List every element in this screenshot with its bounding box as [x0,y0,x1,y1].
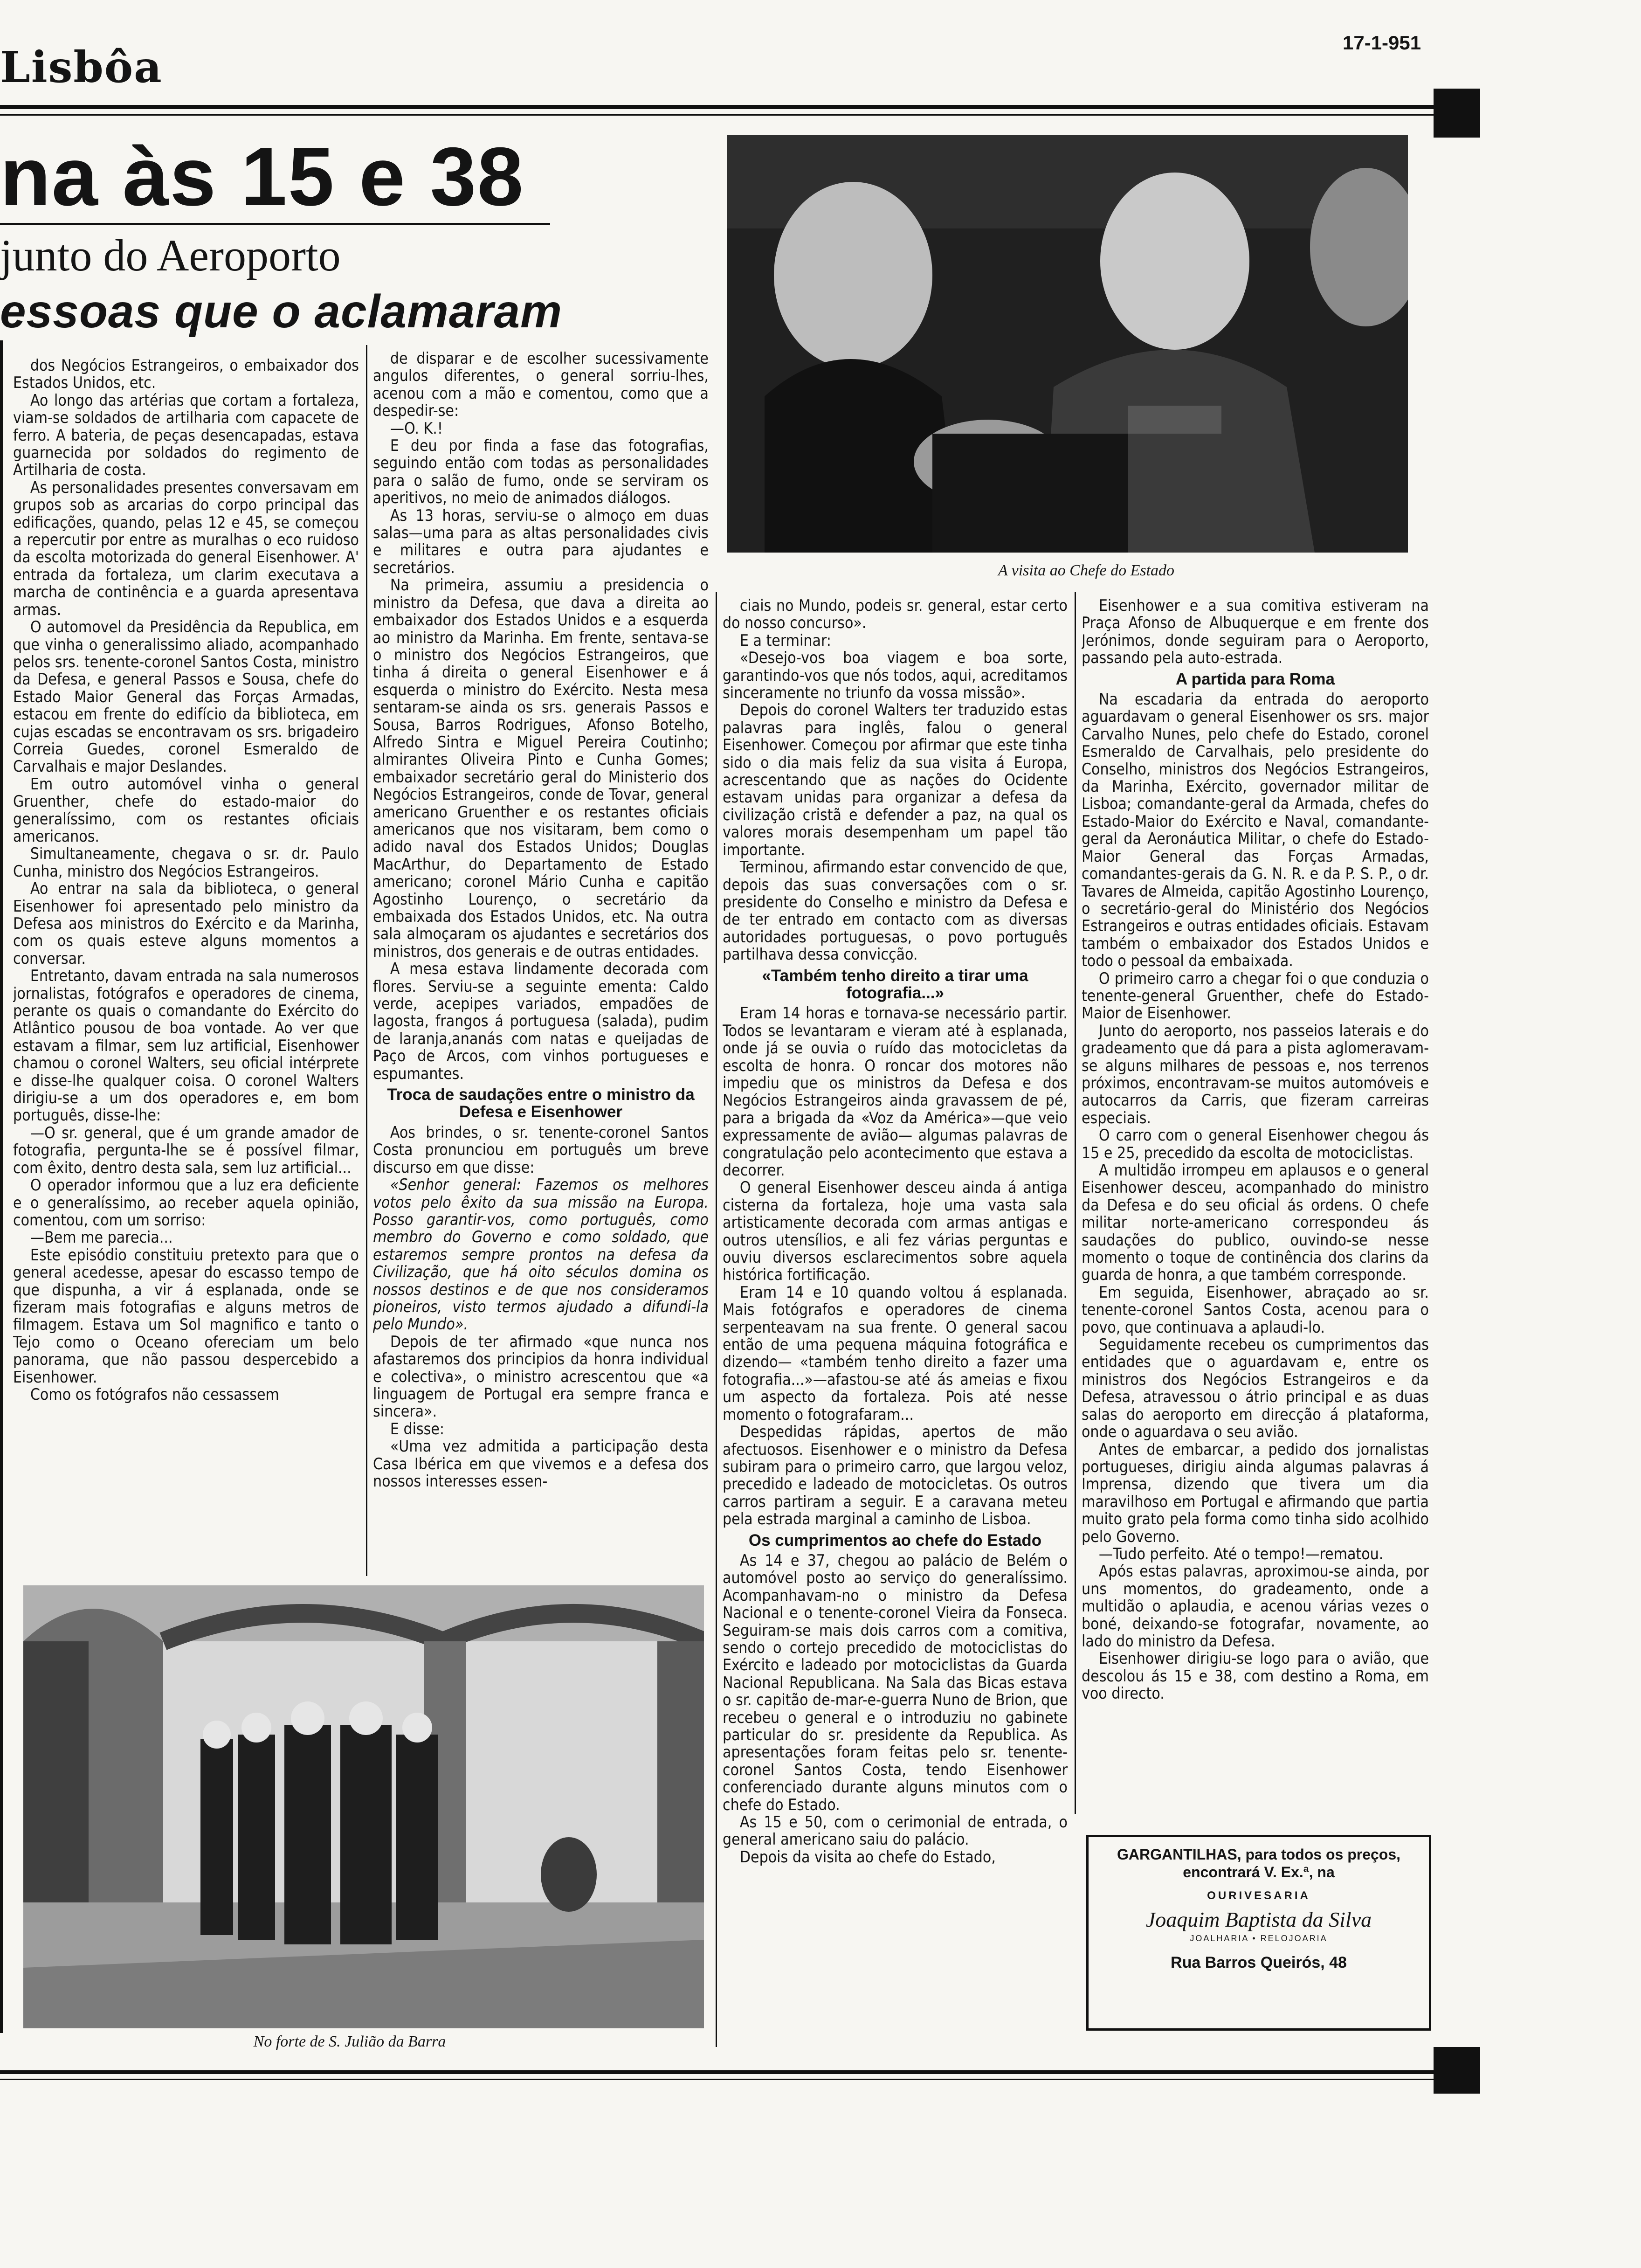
article-paragraph: Após estas palavras, aproximou-se ainda, por uns momentos, do gradeamento, onde a multidão o aplaudia, e acenou várias vezes o boné, deixando-se fotografar, novamente, ao lado do ministro da Defesa. [1082,1562,1429,1650]
headline-underline [0,223,550,225]
ad-shop-type: OURIVESARIA [1207,1889,1310,1902]
section-subheading: Os cumprimentos ao chefe do Estado [748,1531,1042,1549]
article-paragraph: Ao longo das artérias que cortam a fortaleza, viam-se soldados de artilharia com capacete de ferro. A bateria, de peças desencapadas, estava guarnecida por soldados do regimento de Artilharia de costa. [13,391,359,479]
masthead-rule-thin [0,114,1441,116]
page-bottom-rule [0,2070,1441,2074]
caption-bottom-photo: No forte de S. Julião da Barra [253,2033,446,2050]
article-paragraph: «Senhor general: Fazemos os melhores votos pelo êxito da sua missão na Europa. Posso garantir-vos, como português, como membro do Governo e como soldado, que estaremos sempre prontos na defesa da Civilização, que há oito séculos domina os nossos destinos e de que nos consideramos pioneiros, visto termos ajudado a difundi-la pelo Mundo». [373,1175,709,1334]
ad-shop-name: Joaquim Baptista da Silva [1145,1908,1372,1931]
article-paragraph: Junto do aeroporto, nos passeios laterais e do gradeamento que dá para a pista aglomeravam-se alguns milhares de pessoas e, nos terrenos próximos, encontravam-se muitos automóveis e autocarros da Carris, que fizeram carreiras especiais. [1082,1021,1429,1127]
article-paragraph: Depois de ter afirmado «que nunca nos afastaremos dos principios da honra individual e colectiva», o ministro acrescentou que «a linguagem de Portugal era sempre franca e sincera». [373,1332,709,1421]
article-paragraph: Entretanto, davam entrada na sala numerosos jornalistas, fotógrafos e operadores de cinema, perante os quais o comandante do Exército do Atlântico pousou de boa vontade. Ao ver que estavam a filmar, sem luz artificial, Eisenhower chamou o coronel Walters, seu oficial intérprete e disse-lhe qualquer coisa. O coronel Walters dirigiu-se a um dos operadores e, em bom português, disse-lhe: [13,967,359,1125]
edge-marker-top [1434,89,1480,138]
headline: na às 15 e 38 [0,130,524,223]
article-paragraph: ciais no Mundo, podeis sr. general, estar certo do nosso concurso». [723,597,1068,632]
section-subheading: Troca de saudações entre o ministro da Defesa e Eisenhower [387,1086,695,1121]
article-paragraph: Este episódio constituiu pretexto para que o general acedesse, apesar do escasso tempo de que dispunha, a vir á esplanada, onde se fizeram mais fotografias e alguns metros de filmagem. Estava um Sol magnifico e tanto o Tejo como o Oceano ofereciam um belo panorama, que não passou despercebido a Eisenhower. [13,1245,359,1386]
article-paragraph: O operador informou que a luz era deficiente e o generalíssimo, ao receber aquela opinião, comentou, com um sorriso: [13,1176,359,1229]
article-paragraph: «Desejo-vos boa viagem e boa sorte, garantindo-vos que nós todos, aqui, acreditamos sinceramente no triunfo da vossa missão». [723,649,1068,702]
column-rule-4 [1075,592,1076,1814]
article-column-1 [13,357,359,1574]
column-rule-3 [716,592,717,2047]
article-paragraph: Simultaneamente, chegava o sr. dr. Paulo Cunha, ministro dos Negócios Estrangeiros. [13,844,359,880]
article-paragraph: —O. K.! [390,419,443,437]
ad-shop-sub: JOALHARIA • RELOJOARIA [1190,1934,1328,1943]
article-paragraph: de disparar e de escolher sucessivamente angulos diferentes, o general sorriu-lhes, acenou com a mão e comentou, como que a despedir-se: [373,350,709,420]
article-column-2 [373,350,709,1576]
article-paragraph: O general Eisenhower desceu ainda á antiga cisterna da fortaleza, hoje uma vasta sala artisticamente decorada com armas antigas e outros utensílios, e ali fez várias perguntas e ouviu diversos esclarecimentos sobre aquela histórica fortificação. [723,1178,1068,1284]
article-paragraph: «Uma vez admitida a participação desta Casa Ibérica em que vivemos e a defesa dos nossos interesses essen- [373,1437,709,1490]
section-subheading: A partida para Roma [1175,670,1335,688]
article-paragraph: —Bem me parecia... [30,1228,173,1247]
article-paragraph: A multidão irrompeu em aplausos e o general Eisenhower desceu, acompanhado do ministro da Defesa e do seu oficial ás ordens. O chefe militar norte-americano correspondeu ás saudações do publico, ouvindo-se nesse momento o toque de continência dos clarins da guarda de honra, a que também corresponde. [1082,1161,1429,1284]
article-paragraph: —Tudo perfeito. Até o tempo!—rematou. [1098,1544,1384,1563]
column-rule-1 [0,340,3,2033]
article-column-4 [1082,597,1429,1819]
article-paragraph: Antes de embarcar, a pedido dos jornalistas portugueses, dirigiu ainda algumas palavras á Imprensa, dizendo que tivera um dia maravilhoso em Portugal e afirmando que partia muito grato pela forma como tinha sido acolhido pelo Governo. [1082,1440,1429,1546]
article-paragraph: E a terminar: [739,631,831,650]
article-paragraph: E deu por finda a fase das fotografias, seguindo então com todas as personalidades para o salão de fumo, onde se serviram os aperitivos, no meio de animados diálogos. [373,436,709,507]
article-paragraph: As 13 horas, serviu-se o almoço em duas salas—uma para as altas personalidades civis e militares e outra para ajudantes e secretários. [373,506,709,577]
article-paragraph: Depois da visita ao chefe do Estado, [739,1847,996,1866]
article-paragraph: Na escadaria da entrada do aeroporto aguardavam o general Eisenhower os srs. major Carvalho Nunes, pelo chefe do Estado, coronel Esmeraldo de Carvalhais, pelo presidente do Conselho, ministros dos Negócios Estrangeiros, da Marinha, Exército, governador militar de Lisboa; comandante-geral da Armada, chefes do Estado-Maior do Exército e Naval, comandante-geral da Aeronáutica Militar, o chefe do Estado-Maior General das Forças Armadas, comandantes-gerais da G. N. R. e da P. S. P., o dr. Tavares de Almeida, capitão Agostinho Lourenço, o secretário-geral do Ministério dos Negócios Estrangeiros e outras entidades oficiais. Estavam também o embaixador dos Estados Unidos e todo o pessoal da embaixada. [1082,690,1429,970]
page-bottom-rule-thin [0,2079,1441,2080]
article-paragraph: Ao entrar na sala da biblioteca, o general Eisenhower foi apresentado pelo ministro da Defesa aos ministros do Exército e da Marinha, com os quais esteve alguns momentos a conversar. [13,879,359,968]
ad-address: Rua Barros Queirós, 48 [1171,1954,1347,1971]
article-paragraph: E disse: [390,1419,445,1438]
article-paragraph: Depois do coronel Walters ter traduzido estas palavras para inglês, falou o general Eisenhower. Começou por afirmar que este tinha sido o dia mais feliz da sua visita á Europa, acrescentando que as nações do Ocidente estavam unidas para organizar a defesa da civilização cristã e defender a paz, na qual os valores morais desempenham um papel tão importante. [723,701,1068,859]
article-paragraph: Seguidamente recebeu os cumprimentos das entidades que o aguardavam e, entre os ministros dos Negócios Estrangeiros e da Defesa, atravessou o átrio principal e as duas salas do aeroporto em direcção á plataforma, onde o aguardava o seu avião. [1082,1335,1429,1441]
caption-top-photo: A visita ao Chefe do Estado [998,562,1175,579]
article-paragraph: Terminou, afirmando estar convencido de que, depois das suas conversações com o sr. presidente do Conselho e ministro da Defesa e de ter entrado em contacto com as diversas autoridades portuguesas, o povo português partilhava dessa convicção. [723,858,1068,964]
article-paragraph: Eisenhower dirigiu-se logo para o avião, que descolou ás 15 e 38, com destino a Roma, em voo directo. [1082,1649,1429,1703]
ad-headline: GARGANTILHAS, para todos os preços, encontrará V. Ex.ª, na [1117,1846,1401,1881]
col3-paragraphs [723,597,1068,1866]
article-paragraph: As personalidades presentes conversavam em grupos sob as arcarias do corpo principal das edificações, quando, pelas 12 e 45, se começou a repercutir por entre as muralhas o eco ruidoso da escolta motorizada do general Eisenhower. A' entrada da fortaleza, um clarim executava a marcha de continência e a guarda apresentava armas. [13,478,359,619]
article-paragraph: O carro com o general Eisenhower chegou ás 15 e 25, precedido da escolta de motociclistas. [1082,1126,1429,1162]
article-paragraph: Despedidas rápidas, apertos de mão afectuosos. Eisenhower e o ministro da Defesa subiram para o primeiro carro, que largou veloz, precedido e ladeado de motocicletas. Os outros carros partiram a seguir. E a caravana meteu pela estrada marginal a caminho de Lisboa. [723,1423,1068,1528]
col2-paragraphs [373,350,709,1490]
masthead-rule-top [0,105,1441,109]
article-paragraph: Eram 14 horas e tornava-se necessário partir. Todos se levantaram e vieram até à esplanada, onde já se ouvia o ruído das motocicletas da escolta de honra. O roncar dos motores não impediu que os ministros da Defesa e dos Negócios Estrangeiros ainda gravassem de pé, para a brigada da «Voz da América»—que veio expressamente de avião— algumas palavras de congratulação pelo acontecimento que estava a decorrer. [723,1004,1068,1179]
edge-marker-bottom [1434,2047,1480,2094]
photo-forte-sao-juliao [23,1585,704,2028]
subheadline-1: junto do Aeroporto [0,230,341,280]
section-subheading: «Também tenho direito a tirar uma fotografia...» [762,966,1028,1002]
article-paragraph: Em outro automóvel vinha o general Gruenther, chefe do estado-maior do generalíssimo, com os restantes oficiais americanos. [13,774,359,845]
col4-paragraphs [1082,597,1429,1702]
article-paragraph: As 14 e 37, chegou ao palácio de Belém o automóvel posto ao serviço do generalíssimo. Acompanhavam-no o ministro da Defesa Nacional e o tenente-coronel Vieira da Fonseca. Seguiram-se mais dois carros com a comitiva, sendo o cortejo precedido de motociclistas do Exército e ladeado por motociclistas da Guarda Nacional Republicana. Na Sala das Bicas estava o sr. capitão de-mar-e-guerra Nuno de Brion, que recebeu o general e o introduziu no gabinete particular do sr. presidente da Republica. As apresentações foram feitas pelo sr. tenente-coronel Santos Costa, tendo Eisenhower conferenciado durante alguns minutos com o chefe do Estado. [723,1551,1068,1814]
subheadline-2: essoas que o aclamaram [0,285,562,338]
column-rule-2 [366,345,367,1576]
article-paragraph: dos Negócios Estrangeiros, o embaixador dos Estados Unidos, etc. [13,357,359,392]
article-paragraph: Como os fotógrafos não cessassem [30,1385,279,1404]
article-paragraph: Na primeira, assumiu a presidencia o ministro da Defesa, que dava a direita ao embaixador dos Estados Unidos e a esquerda ao ministro da Marinha. Em frente, sentava-se o ministro dos Negócios Estrangeiros, que tinha á direita o general Eisenhower e á esquerda o ministro do Exército. Nesta mesa sentaram-se ainda os srs. generais Passos e Sousa, Barros Rodrigues, Afonso Botelho, Alfredo Sintra e Miguel Pereira Coutinho; almirantes Oliveira Pinto e Cunha Gomes; embaixador secretário geral do Ministerio dos Negócios Estrangeiros, conde de Tovar, general americano Gruenther e os restantes oficiais americanos que nos visitaram, bem como o adido naval dos Estados Unidos; Douglas MacArthur, do Departamento de Estado americano; coronel Mário Cunha e capitão Agostinho Lourenço, o secretário da embaixada dos Estados Unidos, etc. Na outra sala almoçaram os ajudantes e secretários dos ministros, dos generais e de outras entidades. [373,576,709,961]
article-paragraph: O primeiro carro a chegar foi o que conduzia o tenente-general Gruenther, chefe do Estado-Maior de Eisenhower. [1082,969,1429,1023]
article-paragraph: Eram 14 e 10 quando voltou á esplanada. Mais fotógrafos e operadores de cinema serpenteavam na sua frente. O general sacou então de uma pequena máquina fotográfica e dizendo— «também tenho direito a fazer uma fotografia...»—afastou-se até ás ameias e fixou um aspecto da fortaleza. Pois até nesse momento o fotografaram... [723,1283,1068,1424]
article-paragraph: Eisenhower e a sua comitiva estiveram na Praça Afonso de Albuquerque e em frente dos Jerónimos, donde seguiram para o Aeroporto, passando pela auto-estrada. [1082,597,1429,667]
article-paragraph: Em seguida, Eisenhower, abraçado ao sr. tenente-coronel Santos Costa, acenou para o povo, que continuava a aplaudi-lo. [1082,1283,1429,1336]
jeweler-advertisement [1086,1835,1431,2031]
article-paragraph: A mesa estava lindamente decorada com flores. Serviu-se a seguinte ementa: Caldo verde, acepipes variados, empadões de lagosta, frangos á portuguesa (salada), pudim de laranja,ananás com natas e queijadas de Paço de Arcos, com vinhos portugueses e espumantes. [373,960,709,1083]
article-column-3 [723,597,1068,2047]
article-paragraph: —O sr. general, que é um grande amador de fotografia, pergunta-lhe se é possível filmar, com êxito, dentro desta sala, sem luz artificial... [13,1123,359,1177]
article-paragraph: O automovel da Presidência da Republica, em que vinha o generalissimo aliado, acompanhado pelos srs. tenente-coronel Santos Costa, ministro da Defesa, e general Passos e Sousa, chefe do Estado Maior General das Forças Armadas, estacou em frente do edifício da biblioteca, em cujas escadas se encontravam os srs. brigadeiro Correia Guedes, coronel Esmeraldo de Carvalhais e major Deslandes. [13,618,359,776]
masthead-title: Lisbôa [0,42,163,92]
col1-paragraphs [13,357,359,1403]
article-paragraph: As 15 e 50, com o cerimonial de entrada, o general americano saiu do palácio. [723,1813,1068,1849]
page-date: 17-1-951 [1343,32,1421,54]
article-paragraph: Aos brindes, o sr. tenente-coronel Santos Costa pronunciou em português um breve discurso em que disse: [373,1123,709,1176]
photo-eisenhower-visit [727,135,1408,553]
